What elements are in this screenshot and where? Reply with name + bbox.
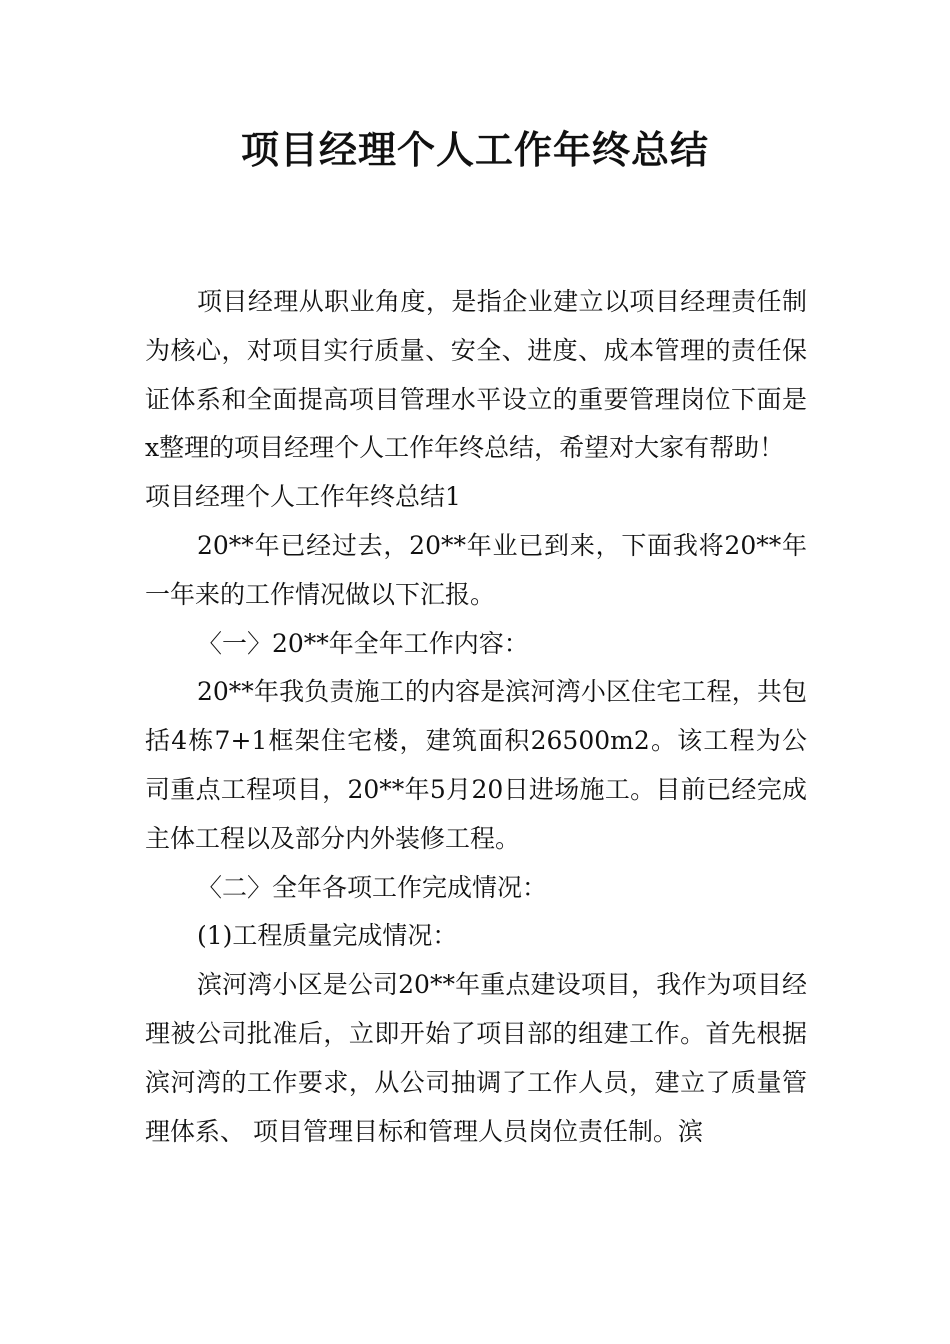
section-heading: 项目经理个人工作年终总结1 — [145, 482, 461, 512]
item-heading: (1)工程质量完成情况： — [197, 921, 458, 951]
body-paragraph: 20**年我负责施工的内容是滨河湾小区住宅工程，共包括4栋7+1框架住宅楼，建筑面积26500m2。该工程为公司重点工程项目，20**年5月20日进场施工。目前已经完成主体工程以及部分内外装修工程。 — [145, 677, 807, 853]
subsection-heading: 〈一〉20**年全年工作内容： — [197, 628, 529, 658]
document-body — [145, 278, 807, 1156]
subsection-heading: 〈二〉全年各项工作完成情况： — [197, 872, 548, 902]
body-paragraph: 20**年已经过去，20**年业已到来，下面我将20**年一年来的工作情况做以下汇报。 — [145, 530, 807, 609]
body-paragraph: 滨河湾小区是公司20**年重点建设项目，我作为项目经理被公司批准后，立即开始了项目部的组建工作。首先根据滨河湾的工作要求，从公司抽调了工作人员，建立了质量管理体系、 项目管理目标和管理人员岗位责任制。滨 — [145, 970, 807, 1146]
document-title: 项目经理个人工作年终总结 — [240, 128, 709, 172]
intro-paragraph: 项目经理从职业角度，是指企业建立以项目经理责任制为核心，对项目实行质量、安全、进度、成本管理的责任保证体系和全面提高项目管理水平设立的重要管理岗位下面是x整理的项目经理个人工作年终总结，希望对大家有帮助！ — [145, 287, 807, 463]
